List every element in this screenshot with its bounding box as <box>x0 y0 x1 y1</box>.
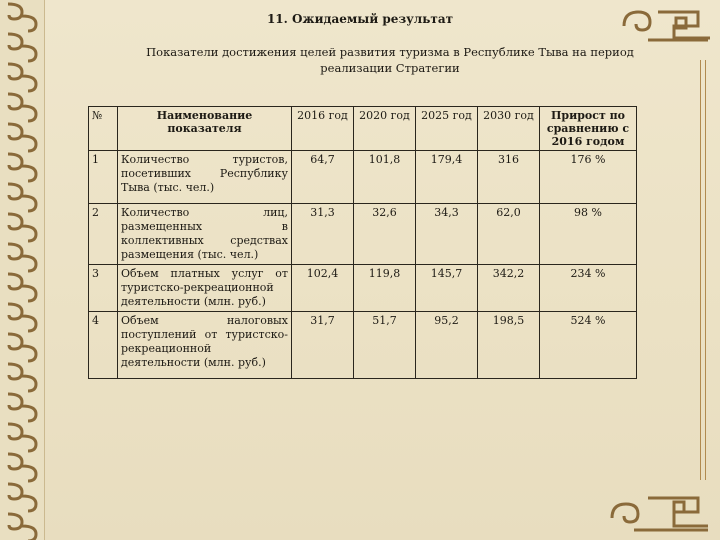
header-num: № <box>89 107 118 151</box>
ornament-swirl <box>8 364 36 391</box>
table-header-row <box>89 107 637 151</box>
ornament-swirl <box>8 124 36 151</box>
ornament-swirl <box>8 274 36 301</box>
right-ornament-bar <box>700 60 706 480</box>
indicators-table <box>88 106 637 379</box>
ornament-swirl <box>8 94 36 121</box>
cell-2020: 101,8 <box>354 151 416 204</box>
cell-2016: 31,3 <box>292 204 354 265</box>
cell-name: Объем налоговых поступлений от туристско-рекреационной деятельности (млн. руб.) <box>118 312 292 379</box>
header-growth: Прирост по сравнению с 2016 годом <box>540 107 637 151</box>
cell-2030: 198,5 <box>478 312 540 379</box>
header-name: Наименование показателя <box>118 107 292 151</box>
cell-growth: 176 % <box>540 151 637 204</box>
cell-2016: 31,7 <box>292 312 354 379</box>
header-2030: 2030 год <box>478 107 540 151</box>
ornament-swirl <box>8 514 36 540</box>
left-ornament-icon <box>2 0 42 540</box>
cell-2020: 51,7 <box>354 312 416 379</box>
cell-name: Количество туристов, посетивших Республику Тыва (тыс. чел.) <box>118 151 292 204</box>
left-ornament-band <box>0 0 45 540</box>
cell-name: Объем платных услуг от туристско-рекреационной деятельности (млн. руб.) <box>118 265 292 312</box>
ornament-swirl <box>8 334 36 361</box>
ornament-swirl <box>8 154 36 181</box>
header-2016: 2016 год <box>292 107 354 151</box>
table-row <box>89 312 637 379</box>
ornament-swirl <box>8 4 36 31</box>
cell-2030: 316 <box>478 151 540 204</box>
bottom-corner-ornament-icon <box>604 488 714 534</box>
table-row <box>89 151 637 204</box>
top-corner-ornament-icon <box>618 4 714 48</box>
ornament-swirl <box>8 64 36 91</box>
ornament-swirl <box>8 454 36 481</box>
table-subtitle: Показатели достижения целей развития туризма в Республике Тыва на период реализации Стратегии <box>146 45 634 75</box>
ornament-swirl <box>8 394 36 421</box>
cell-2030: 62,0 <box>478 204 540 265</box>
ornament-swirl <box>8 34 36 61</box>
cell-2025: 95,2 <box>416 312 478 379</box>
ornament-swirl <box>8 484 36 511</box>
cell-2020: 32,6 <box>354 204 416 265</box>
cell-2025: 179,4 <box>416 151 478 204</box>
cell-num: 1 <box>89 151 118 204</box>
cell-2025: 145,7 <box>416 265 478 312</box>
ornament-swirl <box>8 304 36 331</box>
header-2020: 2020 год <box>354 107 416 151</box>
cell-num: 3 <box>89 265 118 312</box>
cell-growth: 524 % <box>540 312 637 379</box>
cell-growth: 234 % <box>540 265 637 312</box>
ornament-swirl <box>8 214 36 241</box>
ornament-swirl <box>8 424 36 451</box>
cell-2025: 34,3 <box>416 204 478 265</box>
ornament-swirl <box>8 184 36 211</box>
cell-num: 2 <box>89 204 118 265</box>
table-row <box>89 204 637 265</box>
cell-name: Количество лиц, размещенных в коллективных средствах размещения (тыс. чел.) <box>118 204 292 265</box>
cell-num: 4 <box>89 312 118 379</box>
cell-2016: 64,7 <box>292 151 354 204</box>
section-title: 11. Ожидаемый результат <box>266 12 454 26</box>
ornament-swirl <box>8 244 36 271</box>
table-row <box>89 265 637 312</box>
header-2025: 2025 год <box>416 107 478 151</box>
cell-2020: 119,8 <box>354 265 416 312</box>
cell-2016: 102,4 <box>292 265 354 312</box>
cell-2030: 342,2 <box>478 265 540 312</box>
cell-growth: 98 % <box>540 204 637 265</box>
